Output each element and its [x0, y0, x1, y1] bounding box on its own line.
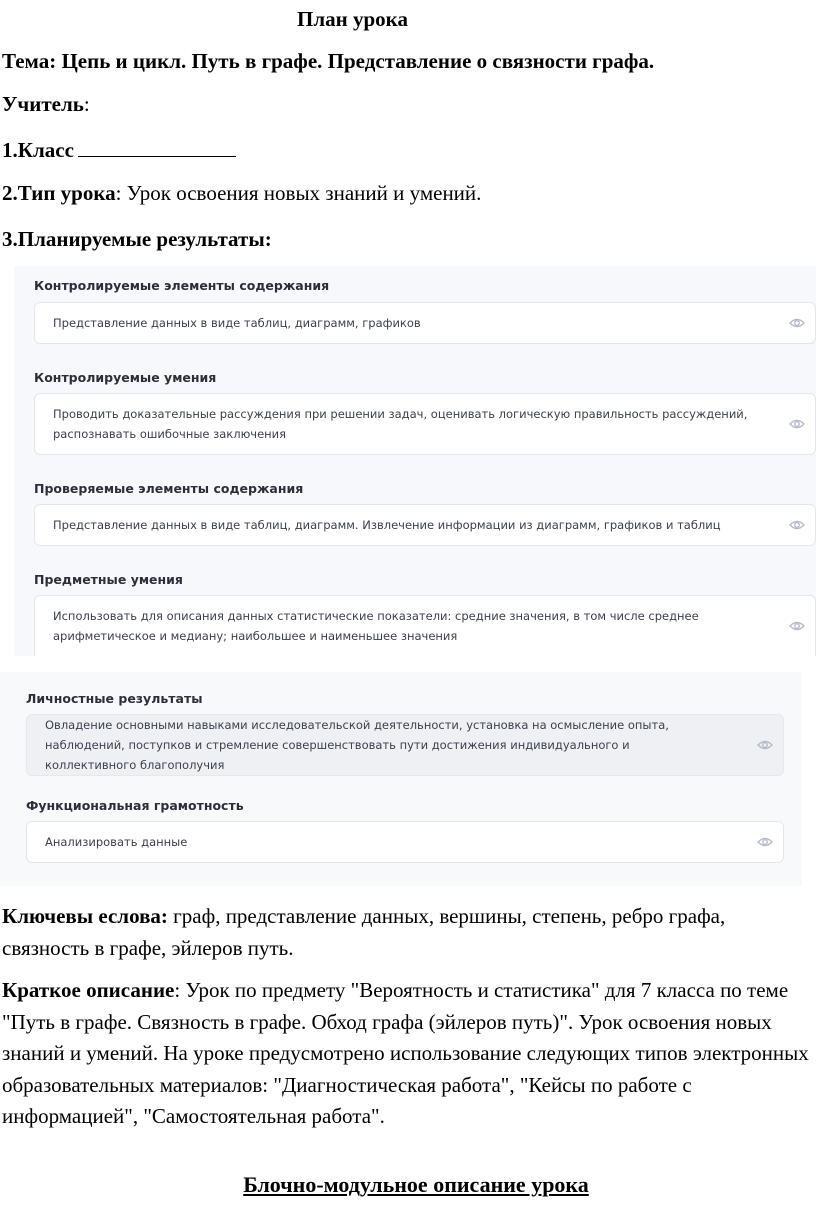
results-panel — [14, 266, 816, 656]
keywords-value: граф, представление данных, вершины, степень, ребро графа, связность в графе, эйлеров путь. — [2, 904, 726, 960]
lesson-type-label: 2.Тип урока — [2, 181, 116, 205]
section-label: Предметные умения — [34, 572, 183, 587]
field-text: Проводить доказательные рассуждения при решении задач, оценивать логическую правильность рассуждений, распознавать ошибочные заключения — [53, 407, 748, 441]
topic-line — [2, 46, 814, 76]
class-label: 1.Класс — [2, 138, 74, 162]
keywords-paragraph — [2, 900, 814, 964]
results-heading: 3.Планируемые результаты: — [2, 227, 272, 251]
topic-value: Цепь и цикл. Путь в графе. Представление о связности графа. — [61, 49, 655, 73]
teacher-label: Учитель — [2, 92, 84, 116]
eye-icon[interactable] — [757, 739, 773, 751]
eye-icon[interactable] — [789, 519, 805, 531]
section-title: Блочно-модульное описание урока — [243, 1172, 589, 1197]
field-text: Анализировать данные — [45, 835, 188, 849]
section-label: Контролируемые умения — [34, 370, 217, 385]
class-blank — [78, 138, 236, 157]
lesson-type-line — [2, 178, 814, 208]
topic-label: Тема: — [2, 49, 57, 73]
eye-icon[interactable] — [789, 418, 805, 430]
section-label: Функциональная грамотность — [26, 798, 244, 813]
subject-skills-field[interactable] — [34, 595, 816, 656]
summary-value: : Урок по предмету "Вероятность и статистика" для 7 класса по теме "Путь в графе. Связность в графе. Обход графа (эйлеров путь)". Урок освоения новых знаний и умений. На уроке предусмотрено использование следующих типов электронных образовательных материалов: "Диагностическая работа", "Кейсы по работе с информацией", "Самостоятельная работа". — [2, 978, 809, 1128]
keywords-label: Ключевы еслова: — [2, 904, 168, 928]
field-text: Представление данных в виде таблиц, диаграмм, графиков — [53, 316, 421, 330]
summary-paragraph — [2, 975, 814, 1133]
personal-results-field[interactable] — [26, 714, 784, 776]
teacher-line — [2, 89, 814, 119]
field-text: Использовать для описания данных статистические показатели: средние значения, в том числе среднее арифметическое и медиану; наибольшее и наименьшее значения — [53, 609, 699, 643]
checked-content-field[interactable] — [34, 504, 816, 546]
skills-field[interactable] — [34, 393, 816, 455]
content-field[interactable] — [34, 302, 816, 344]
eye-icon[interactable] — [757, 836, 773, 848]
functional-literacy-field[interactable] — [26, 821, 784, 863]
personal-results-panel — [0, 672, 802, 886]
field-text: Овладение основными навыками исследовательской деятельности, установка на осмысление опыта, наблюдений, поступков и стремление совершенствовать пути достижения индивидуального и коллективного благополучия — [45, 718, 669, 772]
teacher-colon: : — [83, 92, 90, 116]
section-label: Личностные результаты — [26, 691, 203, 706]
field-text: Представление данных в виде таблиц, диаграмм. Извлечение информации из диаграмм, графиков и таблиц — [53, 518, 721, 532]
lesson-type-value: : Урок освоения новых знаний и умений. — [115, 181, 482, 205]
class-line — [2, 135, 814, 165]
section-label: Проверяемые элементы содержания — [34, 481, 304, 496]
eye-icon[interactable] — [789, 317, 805, 329]
section-label: Контролируемые элементы содержания — [34, 278, 330, 293]
page-title: План урока — [297, 7, 408, 31]
eye-icon[interactable] — [789, 620, 805, 632]
summary-label: Краткое описание — [2, 978, 175, 1002]
